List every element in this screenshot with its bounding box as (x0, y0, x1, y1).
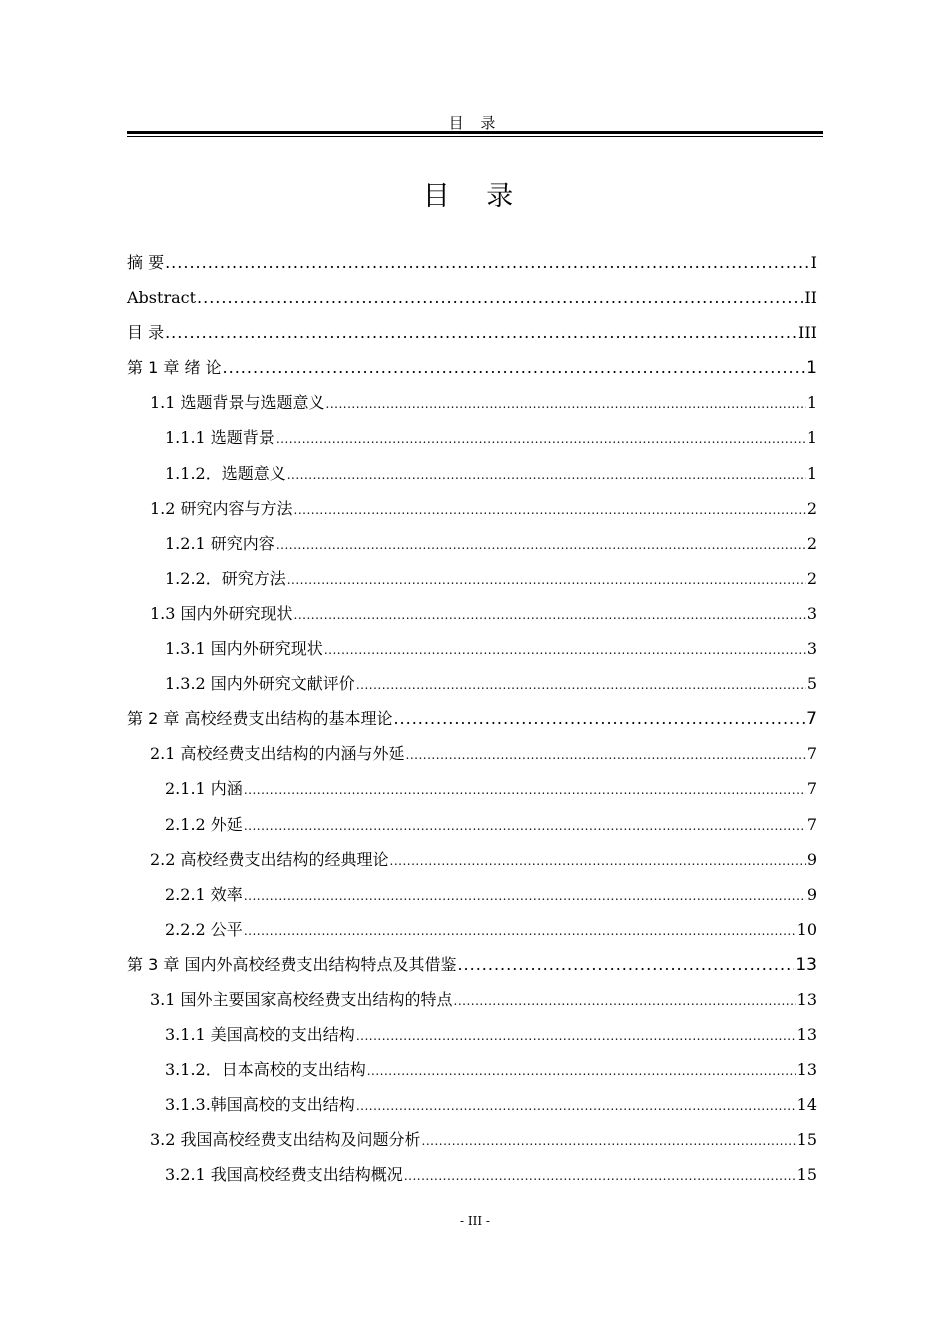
toc-dot-leader (390, 844, 806, 879)
toc-dot-leader (165, 315, 797, 350)
toc-page-number: 13 (796, 1025, 817, 1045)
table-of-contents (127, 245, 817, 1193)
toc-dot-leader (294, 493, 806, 528)
toc-page-number: 1 (806, 463, 817, 483)
toc-entry-text: 1.1 选题背景与选题意义 (150, 393, 325, 413)
toc-entry[interactable] (127, 982, 817, 1017)
toc-entry[interactable] (127, 561, 817, 596)
toc-entry-text: 1.3.2 国内外研究文献评价 (165, 674, 355, 694)
toc-entry-text: 1.3.1 国内外研究现状 (165, 639, 323, 659)
toc-entry-text: 1.1.1 选题背景 (165, 428, 275, 448)
toc-dot-leader (454, 984, 796, 1019)
toc-dot-leader (356, 1019, 796, 1054)
toc-entry[interactable] (127, 456, 817, 491)
toc-page-number: II (804, 288, 817, 308)
toc-dot-leader (457, 947, 794, 982)
toc-entry[interactable] (127, 666, 817, 701)
toc-entry-text: 摘 要 (127, 253, 165, 272)
toc-entry-text: 1.2 研究内容与方法 (150, 498, 293, 518)
toc-entry[interactable] (127, 1017, 817, 1052)
toc-entry[interactable] (127, 315, 817, 350)
toc-entry-text: 2.1 高校经费支出结构的内涵与外延 (150, 744, 405, 764)
toc-page-number: 15 (796, 1165, 817, 1185)
toc-entry[interactable] (127, 420, 817, 455)
toc-entry-text: Abstract (127, 288, 197, 308)
toc-dot-leader (422, 1124, 796, 1159)
toc-page-number: 9 (806, 884, 817, 904)
toc-dot-leader (276, 528, 806, 563)
toc-page-number: 10 (796, 919, 817, 939)
toc-page-number: 2 (806, 568, 817, 588)
toc-page-number: 3 (806, 639, 817, 659)
toc-page-number: 13 (796, 1060, 817, 1080)
toc-chapter-entry[interactable] (127, 350, 817, 385)
toc-dot-leader (326, 387, 806, 422)
toc-entry-text: 第 2 章 高校经费支出结构的基本理论 (127, 709, 393, 729)
toc-page-number: 1 (806, 393, 817, 413)
toc-entry-text: 2.1.1 内涵 (165, 779, 243, 799)
toc-dot-leader (244, 879, 806, 914)
toc-entry-text: 2.2 高校经费支出结构的经典理论 (150, 849, 389, 869)
toc-entry[interactable] (127, 1052, 817, 1087)
toc-entry-text: 3.2.1 我国高校经费支出结构概况 (165, 1165, 403, 1185)
toc-page-number: 15 (796, 1130, 817, 1150)
toc-entry[interactable] (127, 771, 817, 806)
toc-entry[interactable] (127, 912, 817, 947)
toc-entry[interactable] (127, 526, 817, 561)
toc-entry-text: 1.1.2．选题意义 (165, 463, 286, 483)
toc-dot-leader (223, 350, 806, 385)
toc-dot-leader (367, 1054, 796, 1089)
toc-page-number: 13 (795, 954, 817, 975)
toc-entry-text: 目 录 (127, 323, 165, 343)
toc-entry-text: 第 3 章 国内外高校经费支出结构特点及其借鉴 (127, 954, 457, 974)
header-rule-thin (127, 136, 823, 137)
toc-page-number: 3 (806, 603, 817, 623)
toc-entry-text: 3.1.2．日本高校的支出结构 (165, 1060, 366, 1080)
toc-entry-text: 2.2.2 公平 (165, 919, 243, 939)
toc-page-number: 7 (806, 744, 817, 764)
page-number: - III - (460, 1214, 490, 1228)
toc-page-number: 5 (806, 674, 817, 694)
toc-dot-leader (406, 738, 806, 773)
toc-entry[interactable] (127, 736, 817, 771)
toc-page-number: 13 (796, 989, 817, 1009)
toc-entry-text: 1.3 国内外研究现状 (150, 603, 293, 623)
toc-dot-leader (276, 422, 806, 457)
toc-chapter-entry[interactable] (127, 947, 817, 982)
toc-dot-leader (244, 914, 796, 949)
toc-dot-leader (244, 773, 806, 808)
toc-dot-leader (324, 633, 806, 668)
toc-page-number: 7 (806, 814, 817, 834)
toc-page-number: 14 (796, 1095, 817, 1115)
toc-entry-text: 3.1.1 美国高校的支出结构 (165, 1025, 355, 1045)
toc-entry-text: 3.2 我国高校经费支出结构及问题分析 (150, 1130, 421, 1150)
toc-entry[interactable] (127, 1122, 817, 1157)
toc-chapter-entry[interactable] (127, 701, 817, 736)
toc-dot-leader (165, 245, 810, 280)
toc-dot-leader (287, 458, 806, 493)
toc-dot-leader (244, 809, 806, 844)
toc-dot-leader (356, 668, 806, 703)
toc-dot-leader (393, 701, 805, 736)
toc-page-number: 1 (806, 358, 817, 379)
toc-entry[interactable] (127, 1087, 817, 1122)
toc-dot-leader (287, 563, 806, 598)
toc-entry-text: 2.1.2 外延 (165, 814, 243, 834)
toc-entry[interactable] (127, 877, 817, 912)
toc-entry-text: 第 1 章 绪 论 (127, 358, 222, 378)
toc-dot-leader (404, 1159, 796, 1194)
toc-entry-text: 3.1 国外主要国家高校经费支出结构的特点 (150, 989, 453, 1009)
toc-entry-text: 1.2.1 研究内容 (165, 533, 275, 553)
toc-dot-leader (197, 280, 803, 315)
toc-entry-text: 3.1.3.韩国高校的支出结构 (165, 1095, 355, 1115)
toc-entry-text: 2.2.1 效率 (165, 884, 243, 904)
running-header: 目 录 (448, 114, 502, 132)
header-rule-thick (127, 131, 823, 134)
toc-page-number: 9 (806, 849, 817, 869)
toc-page-number: 2 (806, 498, 817, 518)
toc-entry[interactable] (127, 807, 817, 842)
toc-page-number: 2 (806, 533, 817, 553)
toc-entry[interactable] (127, 280, 817, 315)
toc-page-number: III (798, 323, 817, 343)
toc-page-number: I (810, 253, 817, 272)
toc-entry-text: 1.2.2．研究方法 (165, 568, 286, 588)
toc-entry[interactable] (127, 842, 817, 877)
toc-page-number: 7 (806, 709, 817, 730)
page-title: 目 录 (422, 181, 528, 212)
toc-entry[interactable] (127, 491, 817, 526)
toc-entry[interactable] (127, 596, 817, 631)
toc-page-number: 7 (806, 779, 817, 799)
toc-entry[interactable] (127, 1157, 817, 1192)
toc-dot-leader (294, 598, 806, 633)
toc-entry[interactable] (127, 385, 817, 420)
toc-entry[interactable] (127, 631, 817, 666)
toc-dot-leader (356, 1089, 796, 1124)
toc-entry[interactable] (127, 245, 817, 280)
toc-page-number: 1 (806, 428, 817, 448)
